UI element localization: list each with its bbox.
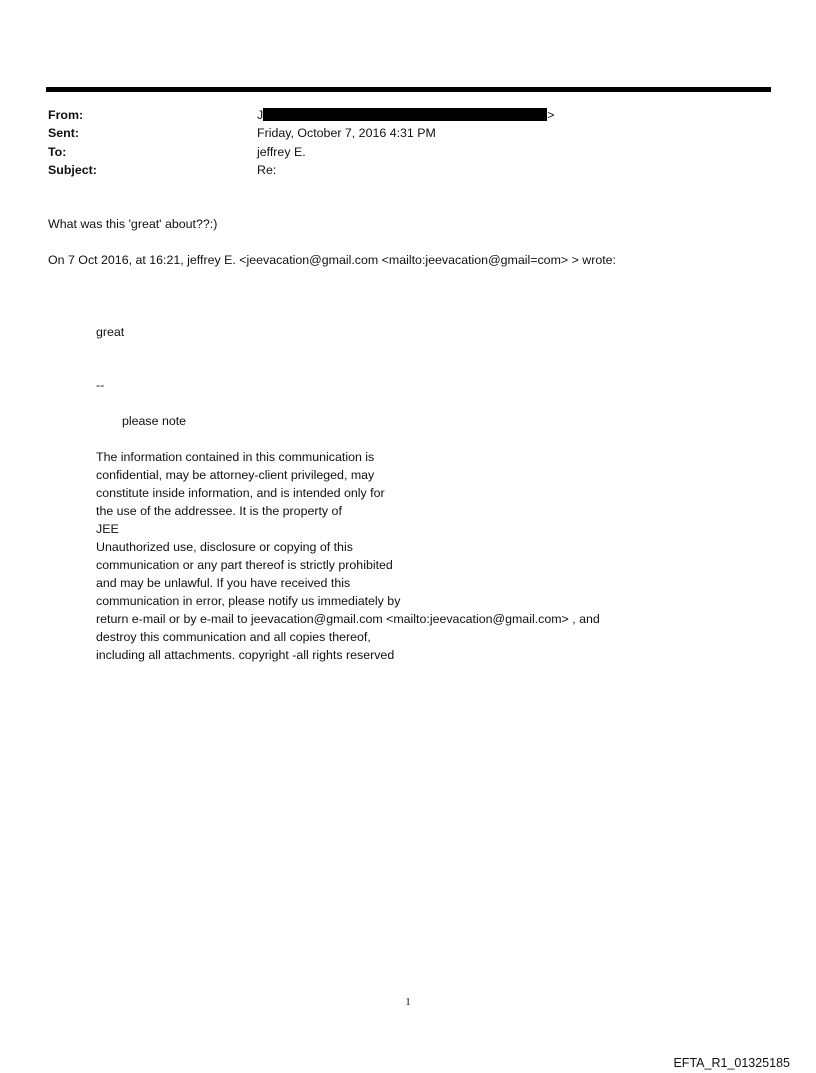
disclaimer-line: constitute inside information, and is intended only for — [96, 486, 385, 500]
from-value-suffix: > — [547, 108, 555, 122]
header-divider — [46, 87, 771, 92]
to-value: jeffrey E. — [257, 145, 306, 159]
disclaimer-line: The information contained in this communication is — [96, 450, 375, 464]
disclaimer-line: return e-mail or by e-mail to jeevacation@gmail.com <mailto:jeevacation@gmail.com> , and — [96, 612, 600, 626]
reply-text: What was this 'great' about??:) — [48, 217, 218, 231]
disclaimer-line: the use of the addressee. It is the property of — [96, 504, 342, 518]
disclaimer-line: Unauthorized use, disclosure or copying of this — [96, 540, 353, 554]
sent-value: Friday, October 7, 2016 4:31 PM — [257, 126, 436, 140]
from-label: From: — [48, 108, 84, 122]
document-id: EFTA_R1_01325185 — [673, 1056, 790, 1070]
disclaimer-line: destroy this communication and all copies thereof, — [96, 630, 371, 644]
disclaimer-line: and may be unlawful. If you have received this — [96, 576, 351, 590]
please-note: please note — [122, 414, 187, 428]
quoted-message: great — [96, 325, 125, 339]
sent-label: Sent: — [48, 126, 79, 140]
to-label: To: — [48, 145, 67, 159]
disclaimer-line: communication in error, please notify us immediately by — [96, 594, 401, 608]
page-number: 1 — [405, 996, 411, 1008]
disclaimer-line: confidential, may be attorney-client privileged, may — [96, 468, 375, 482]
subject-value: Re: — [257, 163, 277, 177]
disclaimer-line: communication or any part thereof is strictly prohibited — [96, 558, 393, 572]
from-value-prefix: J — [257, 108, 264, 122]
quote-intro: On 7 Oct 2016, at 16:21, jeffrey E. <jeevacation@gmail.com <mailto:jeevacation@gmail=com> > wrote: — [48, 253, 616, 267]
redaction-bar — [263, 108, 547, 121]
subject-label: Subject: — [48, 163, 97, 177]
from-value — [257, 108, 554, 122]
disclaimer-line: JEE — [96, 522, 119, 536]
disclaimer-line: including all attachments. copyright -all rights reserved — [96, 648, 395, 662]
signature-separator: -- — [96, 378, 105, 392]
